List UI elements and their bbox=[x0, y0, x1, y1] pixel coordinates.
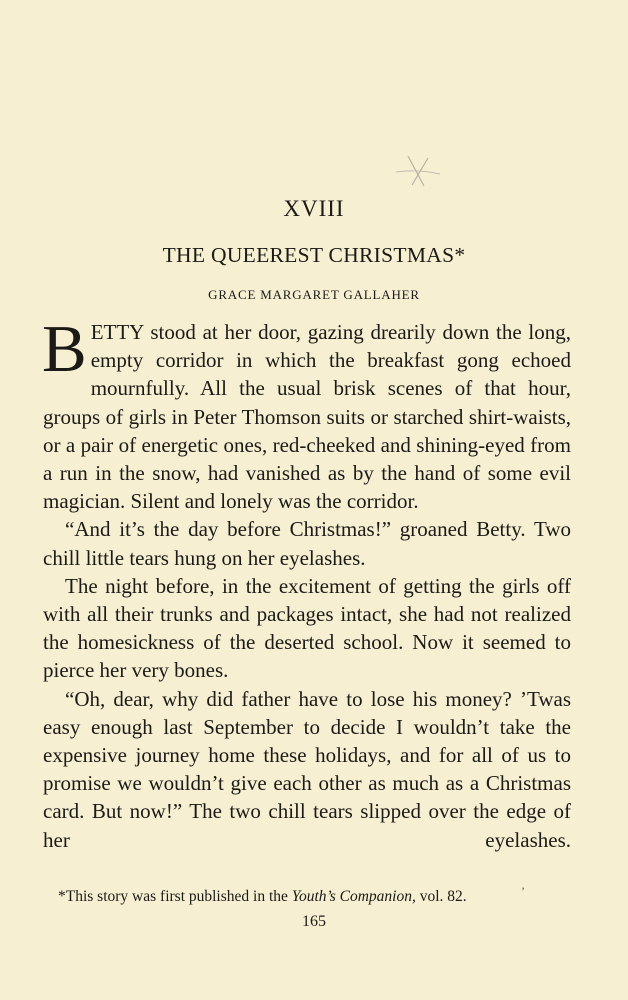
footnote-publication: Youth’s Companion, bbox=[291, 888, 416, 905]
paragraph-4: “Oh, dear, why did father have to lose his money? ’Twas easy enough last September to decide I wouldn’t take the expensive journey home these holidays, and for all of us to promise we wouldn’t give each other as much as a Christmas card. But now!” The two chill tears slipped over the edge of her eyelashes. bbox=[43, 686, 571, 852]
footnote bbox=[58, 888, 538, 906]
author-name: GRACE MARGARET GALLAHER bbox=[208, 287, 420, 302]
drop-cap: B bbox=[42, 312, 87, 386]
story-title: THE QUEEREST CHRISTMAS* bbox=[162, 243, 466, 267]
paragraph-1 bbox=[42, 312, 571, 515]
chapter-number: XVIII bbox=[283, 196, 345, 221]
page-number: 165 bbox=[302, 913, 326, 930]
paragraph-1-text: ETTY stood at her door, gazing drearily down the long, empty corridor in which the breakfast gong echoed mournfully. All the usual brisk scenes of that hour, groups of girls in Peter Thomson suits or starched shirt-waists, or a pair of energetic ones, red-cheeked and shining-eyed from a run in the snow, had vanished as by the hand of some evil magician. Silent and lonely was the corridor. bbox=[43, 320, 571, 514]
story-body bbox=[42, 312, 571, 854]
pencil-mark-icon bbox=[394, 152, 442, 192]
footnote-prefix: *This story was first published in the bbox=[58, 888, 292, 905]
stray-mark: ’ bbox=[521, 884, 525, 898]
paragraph-3: The night before, in the excitement of getting the girls off with all their trunks and packages intact, she had not realized the homesickness of the deserted school. Now it seemed to pierce her very bones. bbox=[43, 573, 571, 683]
paragraph-2: “And it’s the day before Christmas!” groaned Betty. Two chill little tears hung on her eyelashes. bbox=[43, 517, 571, 570]
footnote-suffix: vol. 82. bbox=[415, 888, 467, 905]
